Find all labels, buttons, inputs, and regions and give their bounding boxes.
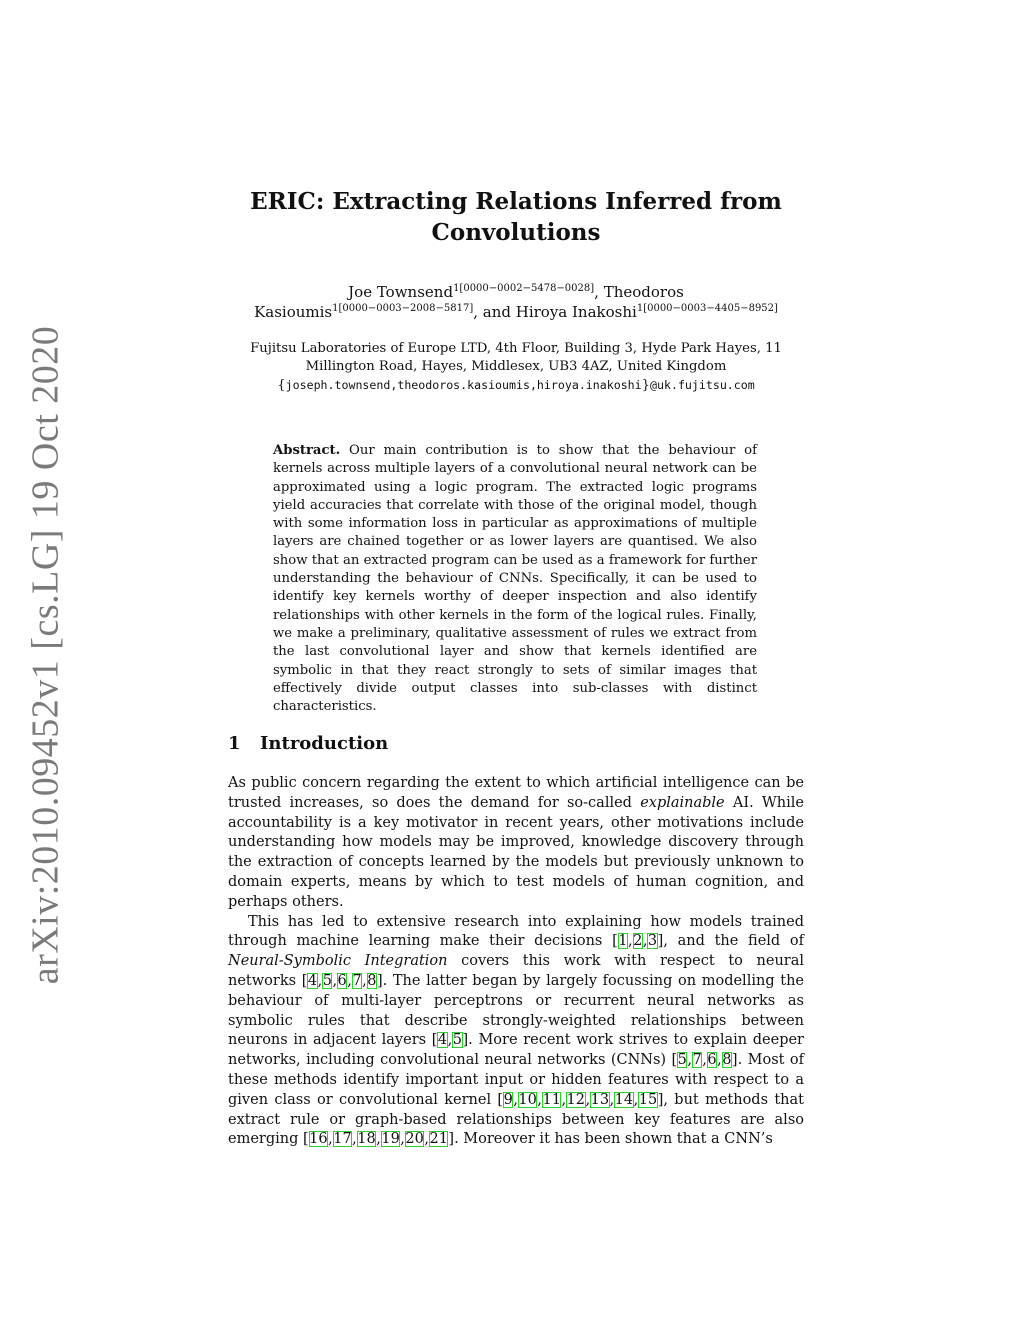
citation-link[interactable]: 17 (333, 1131, 352, 1148)
cite-sep: , (537, 1091, 542, 1108)
author-sep: , and Hiroya Inakoshi (473, 303, 637, 321)
title-line-2: Convolutions (431, 219, 601, 246)
text: ]. More recent work strives to explain deeper networks, including convolutional neural networks (CNNs) [ (228, 1032, 804, 1069)
cite-sep: , (352, 1131, 357, 1148)
email-domain: @uk.fujitsu.com (650, 378, 755, 392)
arxiv-identifier-text: arXiv:2010.09452v1 [cs.LG] 19 Oct 2020 (24, 325, 66, 985)
citation-link[interactable]: 11 (542, 1091, 561, 1108)
orcid-sup: 1[0000−0002−5478−0028] (453, 283, 595, 294)
citation-link[interactable]: 21 (429, 1131, 448, 1148)
cite-sep: , (328, 1131, 333, 1148)
paragraph (228, 774, 804, 913)
cite-sep: , (627, 933, 633, 950)
citation-link[interactable]: 10 (518, 1091, 537, 1108)
emphasis: Neural-Symbolic Integration (228, 953, 448, 970)
orcid-sup: 1[0000−0003−2008−5817] (332, 303, 474, 314)
orcid-sup: 1[0000−0003−4405−8952] (636, 303, 778, 314)
citation-link[interactable]: 20 (405, 1131, 424, 1148)
citation-link[interactable]: 13 (590, 1091, 610, 1108)
cite-sep: , (702, 1052, 707, 1069)
author-name: Kasioumis (254, 303, 333, 321)
citation-link[interactable]: 7 (352, 972, 362, 989)
cite-sep: , (332, 972, 338, 989)
text: ]. The latter began by largely focussing on modelling the behaviour of multi-layer perceptrons or recurrent neural networks as symbolic rules that describe strongly-weighted relationships between neurons in adjacent layers [ (228, 972, 804, 1049)
cite-sep: , (447, 1032, 453, 1049)
citation-link[interactable]: 16 (309, 1131, 328, 1148)
author-name: Joe Townsend (348, 283, 454, 301)
text: AI. While accountability is a key motivator in recent years, other motivations include understanding how models may be improved, knowledge discovery through the extraction of concepts learned by the models but previously unknown to domain experts, means by which to test models of human cognition, and perhaps others. (228, 794, 804, 910)
citation-link[interactable]: 14 (614, 1091, 634, 1108)
emphasis: explainable (640, 794, 725, 811)
citation-link[interactable]: 4 (307, 972, 318, 989)
cite-sep: , (585, 1091, 591, 1108)
text: ]. Most of these methods identify important input or hidden features with respect to a given class or convolutional kernel [ (228, 1052, 804, 1108)
text: covers this work with respect to neural networks [ (228, 953, 804, 989)
citation-link[interactable]: 2 (633, 933, 643, 950)
arxiv-identifier-stamp (15, 325, 75, 985)
email-brace-open: { (277, 378, 286, 393)
text: ]. Moreover it has been shown that a CNN’s (448, 1131, 773, 1148)
cite-sep: , (717, 1052, 722, 1069)
section-number: 1 (228, 733, 241, 754)
citation-link[interactable]: 9 (503, 1091, 513, 1108)
email-brace-close: } (641, 378, 651, 393)
citation-link[interactable]: 3 (647, 933, 658, 950)
section-title: Introduction (260, 733, 389, 754)
title-line-1: ERIC: Extracting Relations Inferred from (250, 188, 782, 215)
affiliation-line-1: Fujitsu Laboratories of Europe LTD, 4th Floor, Building 3, Hyde Park Hayes, 11 (250, 341, 782, 356)
affiliation-line-2: Millington Road, Hayes, Middlesex, UB3 4AZ, United Kingdom (305, 359, 727, 374)
cite-sep: , (633, 1091, 639, 1108)
abstract-text: Our main contribution is to show that the behaviour of kernels across multiple layers of a convolutional neural network can be approximated using a logic program. The extracted logic programs yield accuracies that correlate with those of the original model, though with some information loss in particular as approximations of multiple layers are chained together or as lower layers are quantised. We also show that an extracted program can be used as a framework for further understanding the behaviour of CNNs. Specifically, it can be used to identify key kernels worthy of deeper inspection and also identify relationships with other kernels in the form of the logical rules. Finally, we make a preliminary, qualitative assessment of rules we extract from the last convolutional layer and show that kernels identified are symbolic in that they react strongly to sets of similar images that effectively divide output classes into sub-classes with distinct characteristics. (273, 443, 757, 715)
citation-link[interactable]: 4 (437, 1032, 448, 1049)
citation-link[interactable]: 15 (638, 1091, 658, 1108)
cite-sep: , (424, 1131, 429, 1148)
citation-link[interactable]: 5 (677, 1052, 687, 1069)
citation-link[interactable]: 8 (722, 1052, 732, 1069)
citation-link[interactable]: 5 (452, 1032, 462, 1049)
cite-sep: , (376, 1131, 381, 1148)
text: This has led to extensive research into explaining how models trained through machine learning make their decisions [ (228, 913, 804, 950)
text: ], and the field of (657, 933, 805, 950)
cite-sep: , (642, 933, 648, 950)
section-heading (228, 733, 388, 754)
cite-sep: , (317, 972, 323, 989)
email-usernames: joseph.townsend,theodoros.kasioumis,hiroya.inakoshi (285, 378, 642, 392)
author-line-1 (228, 282, 804, 302)
citation-link[interactable]: 7 (692, 1052, 702, 1069)
paragraph (228, 913, 804, 1151)
citation-link[interactable]: 1 (618, 933, 628, 950)
cite-sep: , (687, 1052, 692, 1069)
author-list (228, 282, 804, 322)
citation-link[interactable]: 6 (707, 1052, 717, 1069)
citation-link[interactable]: 8 (367, 972, 377, 989)
cite-sep: , (513, 1091, 518, 1108)
body-text (228, 774, 804, 1150)
citation-link[interactable]: 6 (337, 972, 347, 989)
affiliation-block (228, 340, 804, 395)
email-line (228, 376, 804, 395)
author-sep: , Theodoros (594, 283, 684, 301)
citation-link[interactable]: 19 (381, 1131, 400, 1148)
cite-sep: , (609, 1091, 615, 1108)
abstract-label: Abstract. (273, 443, 341, 458)
text: ], but methods that extract rule or graph-based relationships between key features are also emerging [ (228, 1091, 804, 1148)
citation-link[interactable]: 12 (566, 1091, 585, 1108)
cite-sep: , (347, 972, 352, 989)
cite-sep: , (400, 1131, 405, 1148)
citation-link[interactable]: 18 (357, 1131, 376, 1148)
citation-link[interactable]: 5 (322, 972, 332, 989)
author-line-2 (228, 302, 804, 322)
text: As public concern regarding the extent to which artificial intelligence can be trusted increases, so does the demand for so-called (228, 775, 804, 811)
cite-sep: , (561, 1091, 567, 1108)
abstract (273, 442, 757, 716)
paper-title (228, 186, 804, 248)
cite-sep: , (362, 972, 367, 989)
